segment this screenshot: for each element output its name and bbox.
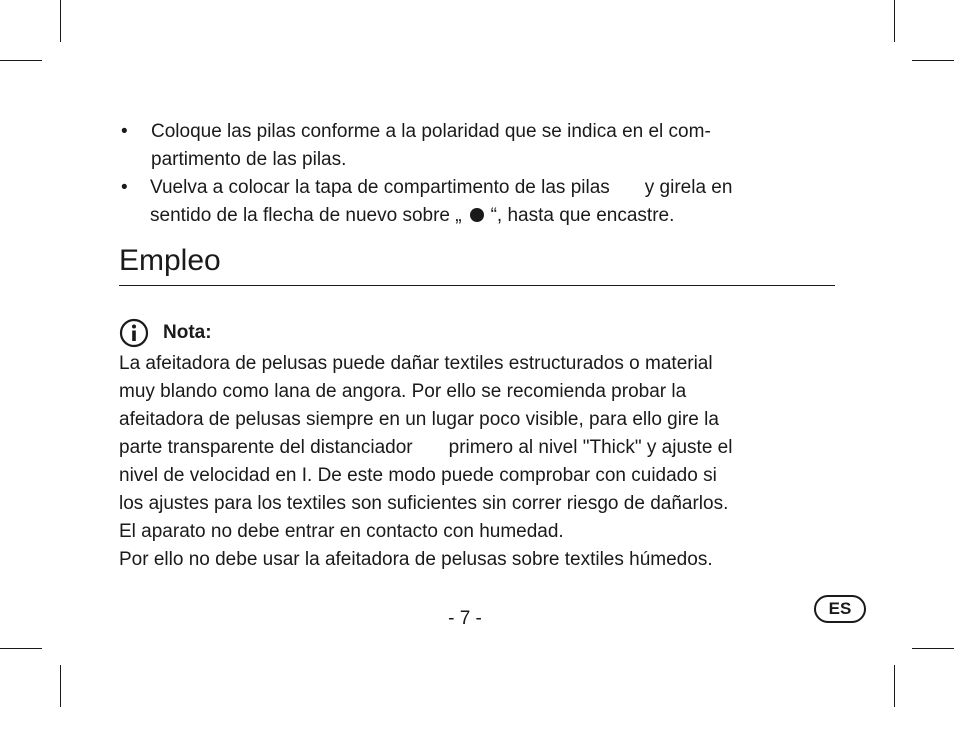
- note-text-line: El aparato no debe entrar en contacto con humedad.: [119, 521, 564, 542]
- language-badge: ES: [814, 595, 866, 623]
- note-label: Nota:: [163, 322, 212, 343]
- crop-mark-bottom-left-vertical: [60, 665, 61, 707]
- bullet-item: [119, 174, 839, 230]
- crop-mark-bottom-right-vertical: [894, 665, 895, 707]
- page-number: - 7 -: [448, 608, 482, 629]
- bullet-text: sentido de la flecha de nuevo sobre „: [150, 205, 462, 226]
- crop-mark-top-right-horizontal: [912, 60, 954, 61]
- bullet-text: y girela en: [644, 177, 733, 198]
- bullet-text: “, hasta que encastre.: [490, 205, 675, 226]
- bullet-text: Vuelva a colocar la tapa de compartimento de las pilas: [150, 177, 610, 198]
- bullet-text-line: [150, 174, 839, 202]
- heading-divider: [119, 285, 835, 286]
- section-heading: Empleo: [119, 244, 221, 277]
- crop-mark-top-right-vertical: [894, 0, 895, 42]
- note-body: [119, 350, 839, 574]
- crop-mark-bottom-left-horizontal: [0, 648, 42, 649]
- bullet-text-line: Coloque las pilas conforme a la polaridad que se indica en el com-: [151, 121, 711, 142]
- crop-mark-top-left-horizontal: [0, 60, 42, 61]
- bullet-list: [119, 118, 839, 230]
- note-text: parte transparente del distanciador: [119, 437, 413, 458]
- bullet-item: [119, 118, 839, 174]
- note-text-line: Por ello no debe usar la afeitadora de pelusas sobre textiles húmedos.: [119, 549, 713, 570]
- note-text-line: nivel de velocidad en I. De este modo puede comprobar con cuidado si: [119, 465, 717, 486]
- bullet-symbol: •: [121, 121, 128, 142]
- note-text-line: La afeitadora de pelusas puede dañar textiles estructurados o material: [119, 353, 713, 374]
- note-text: primero al nivel "Thick" y ajuste el: [448, 437, 733, 458]
- info-icon: [119, 318, 149, 348]
- bullet-symbol: •: [121, 177, 128, 198]
- bullet-text-line: [150, 202, 839, 230]
- crop-mark-top-left-vertical: [60, 0, 61, 42]
- note-text-line: [119, 434, 839, 462]
- note-header: [119, 318, 212, 348]
- note-text-line: los ajustes para los textiles son suficientes sin correr riesgo de dañarlos.: [119, 493, 729, 514]
- filled-circle-icon: [470, 208, 484, 222]
- note-text-line: muy blando como lana de angora. Por ello se recomienda probar la: [119, 381, 687, 402]
- crop-mark-bottom-right-horizontal: [912, 648, 954, 649]
- bullet-text-line: partimento de las pilas.: [151, 149, 347, 170]
- note-text-line: afeitadora de pelusas siempre en un lugar poco visible, para ello gire la: [119, 409, 719, 430]
